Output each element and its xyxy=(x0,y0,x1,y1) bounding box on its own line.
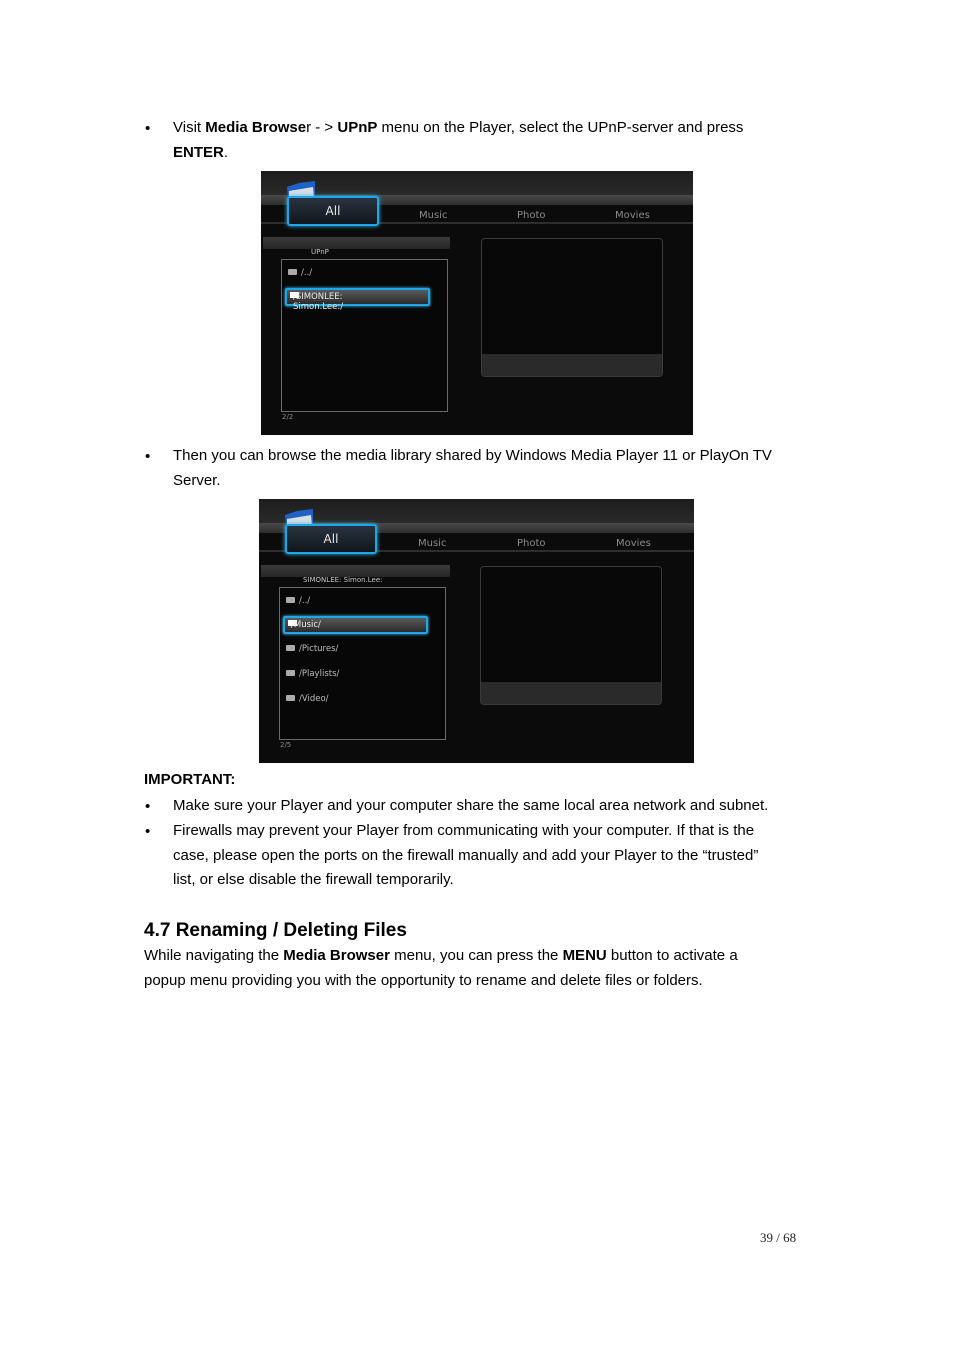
step1-paragraph xyxy=(173,116,823,165)
bullet: • xyxy=(145,823,151,840)
text: menu on the Player, select the UPnP-server and press xyxy=(377,119,744,136)
bold-text: Media Browse xyxy=(205,119,307,136)
bold-text: Media Browser xyxy=(283,947,390,964)
bold-text: MENU xyxy=(562,947,607,964)
preview-footer xyxy=(481,682,661,704)
bullet: • xyxy=(145,448,151,465)
top-bar xyxy=(259,499,694,523)
list-item[interactable] xyxy=(288,267,312,279)
panel-title: SIMONLEE: Simon.Lee: xyxy=(303,576,383,584)
list-item[interactable] xyxy=(286,668,339,680)
item-label: /SIMONLEE: Simon.Lee:/ xyxy=(293,292,344,312)
tab-all[interactable]: All xyxy=(285,524,377,554)
item-label: /Playlists/ xyxy=(299,669,340,679)
list-item[interactable] xyxy=(286,595,310,607)
list-item[interactable] xyxy=(286,693,329,705)
folder-icon xyxy=(286,695,295,701)
folder-icon xyxy=(286,645,295,651)
text: Then you can browse the media library shared by Windows Media Player 11 or PlayOn TV xyxy=(173,447,772,464)
text: popup menu providing you with the opportunity to rename and delete files or folders. xyxy=(144,972,703,989)
preview-pane xyxy=(481,238,663,377)
bullet: • xyxy=(145,798,151,815)
selected-list-item[interactable] xyxy=(283,616,428,634)
important-item xyxy=(173,819,823,893)
item-label: /Video/ xyxy=(299,694,329,704)
text: case, please open the ports on the firewall manually and add your Player to the “trusted” xyxy=(173,846,759,864)
tab-all[interactable]: All xyxy=(287,196,379,226)
preview-pane xyxy=(480,566,662,705)
text: Server. xyxy=(173,471,221,489)
item-label: /Music/ xyxy=(291,620,321,630)
page-indicator: 2/2 xyxy=(282,413,294,421)
text: r - > xyxy=(306,119,338,136)
section-paragraph xyxy=(144,943,824,993)
preview-footer xyxy=(482,354,662,376)
folder-icon xyxy=(286,670,295,676)
top-bar xyxy=(261,171,693,195)
file-list xyxy=(279,587,446,740)
page-indicator: 2/5 xyxy=(280,741,292,749)
item-label: /../ xyxy=(299,596,311,606)
selected-list-item[interactable] xyxy=(285,288,430,312)
page-number: 39 / 68 xyxy=(760,1230,797,1245)
item-label: /Pictures/ xyxy=(299,644,339,654)
text: list, or else disable the firewall temporarily. xyxy=(173,871,454,888)
bold-text: ENTER xyxy=(173,143,224,161)
tab-photo[interactable]: Photo xyxy=(517,538,546,549)
tab-music[interactable]: Music xyxy=(419,210,448,221)
folder-icon xyxy=(286,597,295,603)
text: Visit xyxy=(173,119,206,136)
important-label: IMPORTANT: xyxy=(144,771,236,788)
tab-movies[interactable]: Movies xyxy=(615,210,650,221)
panel-title: UPnP xyxy=(311,248,329,256)
folder-icon xyxy=(288,269,297,275)
text: . xyxy=(223,143,229,161)
tab-photo[interactable]: Photo xyxy=(517,210,546,221)
text: While navigating the xyxy=(144,947,284,964)
important-item: Make sure your Player and your computer share the same local area network and subnet. xyxy=(173,797,769,814)
file-list xyxy=(281,259,448,412)
section-heading: 4.7 Renaming / Deleting Files xyxy=(144,920,407,941)
text: button to activate a xyxy=(606,947,738,964)
text: Firewalls may prevent your Player from communicating with your computer. If that is the xyxy=(173,822,755,839)
tab-movies[interactable]: Movies xyxy=(616,538,651,549)
tab-music[interactable]: Music xyxy=(418,538,447,549)
library-screenshot xyxy=(259,499,694,763)
list-item[interactable] xyxy=(286,643,338,655)
panel-header xyxy=(263,237,450,249)
bold-text: UPnP xyxy=(337,119,378,136)
text: menu, you can press the xyxy=(389,947,563,964)
item-label: /../ xyxy=(301,268,313,278)
upnp-screenshot xyxy=(261,171,693,435)
bullet: • xyxy=(145,120,151,137)
step2-paragraph xyxy=(173,444,823,493)
